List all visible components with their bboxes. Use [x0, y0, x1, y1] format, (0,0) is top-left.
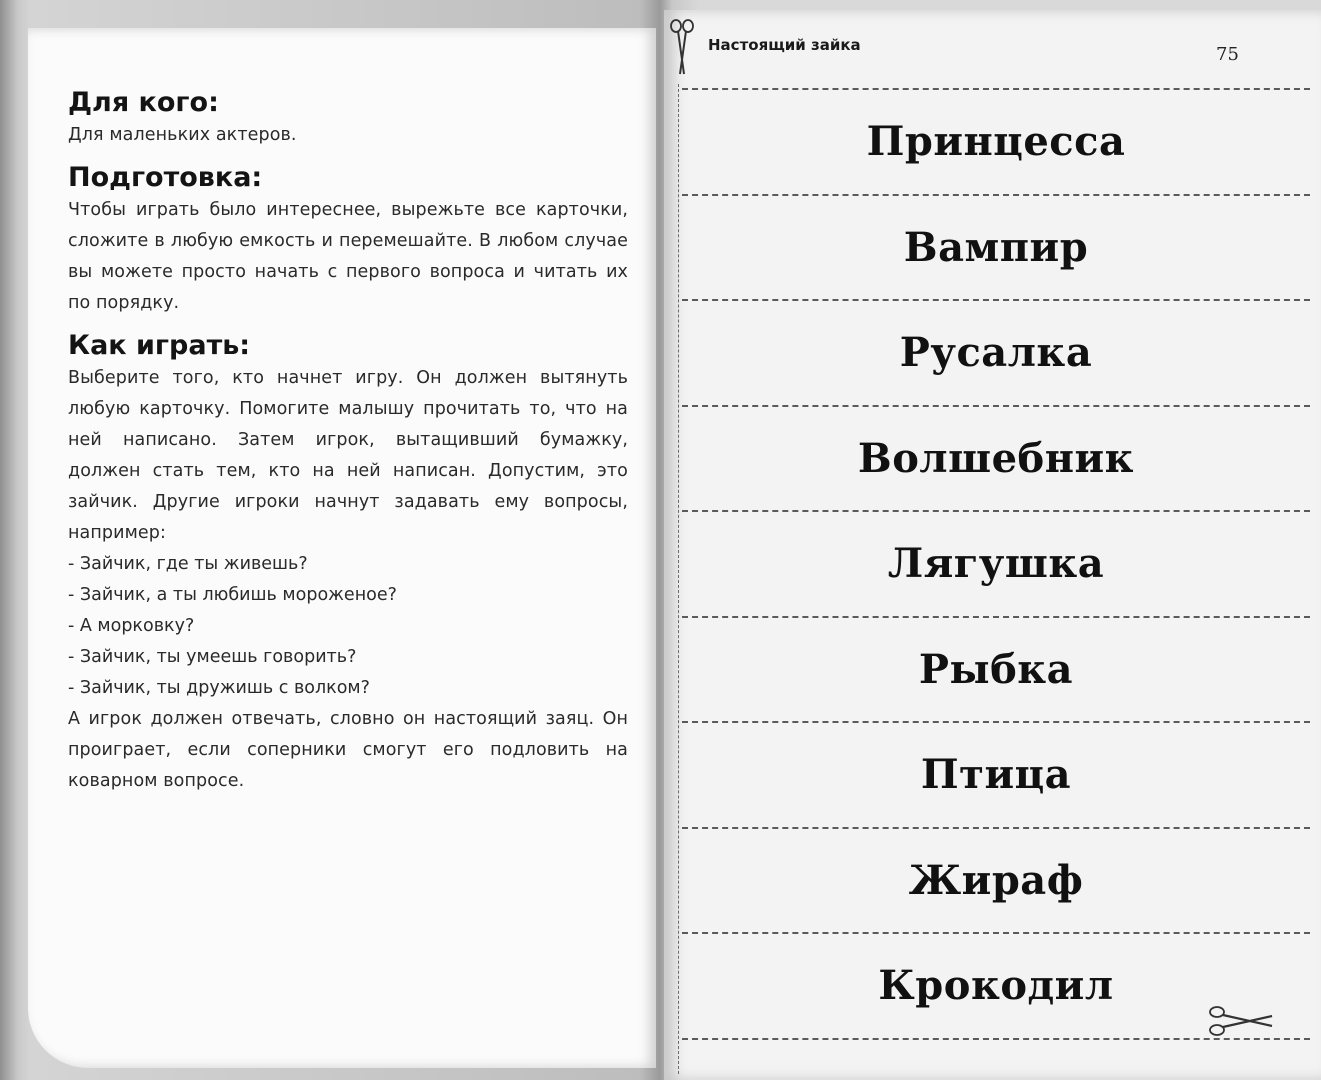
left-page — [28, 28, 656, 1068]
card-word: Волшебник — [857, 434, 1135, 482]
vertical-cut-line — [678, 84, 679, 1074]
card-word: Лягушка — [887, 540, 1105, 588]
question-list — [68, 549, 628, 704]
card — [682, 510, 1310, 616]
scissors-icon — [668, 18, 696, 78]
question-item: - Зайчик, ты дружишь с волком? — [68, 678, 370, 698]
closing-text: А игрок должен отвечать, словно он настоящий заяц. Он проиграет, если соперники смогут его подловить на коварном вопросе. — [68, 709, 628, 791]
card — [682, 405, 1310, 511]
question-item: - Зайчик, где ты живешь? — [68, 554, 308, 574]
scissors-icon — [1208, 1002, 1278, 1040]
card — [682, 721, 1310, 827]
question-item: - Зайчик, а ты любишь мороженое? — [68, 585, 397, 605]
card-word: Русалка — [899, 329, 1093, 377]
card-word: Принцесса — [866, 118, 1126, 166]
card-word: Вампир — [903, 223, 1089, 271]
card-word: Крокодил — [878, 962, 1114, 1010]
section-title-how-to-play: Как играть: — [68, 330, 251, 361]
section-text-preparation: Чтобы играть было интереснее, вырежьте все карточки, сложите в любую емкость и перемешайте. В любом случае вы можете просто начать с первого вопроса и читать их по порядку. — [68, 200, 628, 313]
section-title-for-whom: Для кого: — [68, 87, 219, 118]
card-word: Жираф — [908, 856, 1084, 904]
card-word: Птица — [920, 751, 1072, 799]
card — [682, 88, 1310, 194]
section-text-how-to-play: Выберите того, кто начнет игру. Он должен вытянуть любую карточку. Помогите малышу прочитать то, что на ней написано. Затем игрок, вытащивший бумажку, должен стать тем, кто на ней написан. Допустим, это зайчик. Другие игроки начнут задавать ему вопросы, например: — [68, 368, 628, 543]
left-page-content — [68, 86, 628, 797]
card-list — [682, 88, 1310, 1040]
right-page — [664, 10, 1321, 1080]
card — [682, 616, 1310, 722]
section-title-preparation: Подготовка: — [68, 162, 263, 193]
question-item: - А морковку? — [68, 616, 195, 636]
question-item: - Зайчик, ты умеешь говорить? — [68, 647, 357, 667]
section-text-for-whom: Для маленьких актеров. — [68, 125, 297, 145]
running-head: Настоящий зайка — [708, 36, 861, 54]
page-number: 75 — [1216, 44, 1239, 65]
card — [682, 299, 1310, 405]
card-word: Рыбка — [918, 645, 1074, 693]
card — [682, 194, 1310, 300]
card — [682, 827, 1310, 933]
